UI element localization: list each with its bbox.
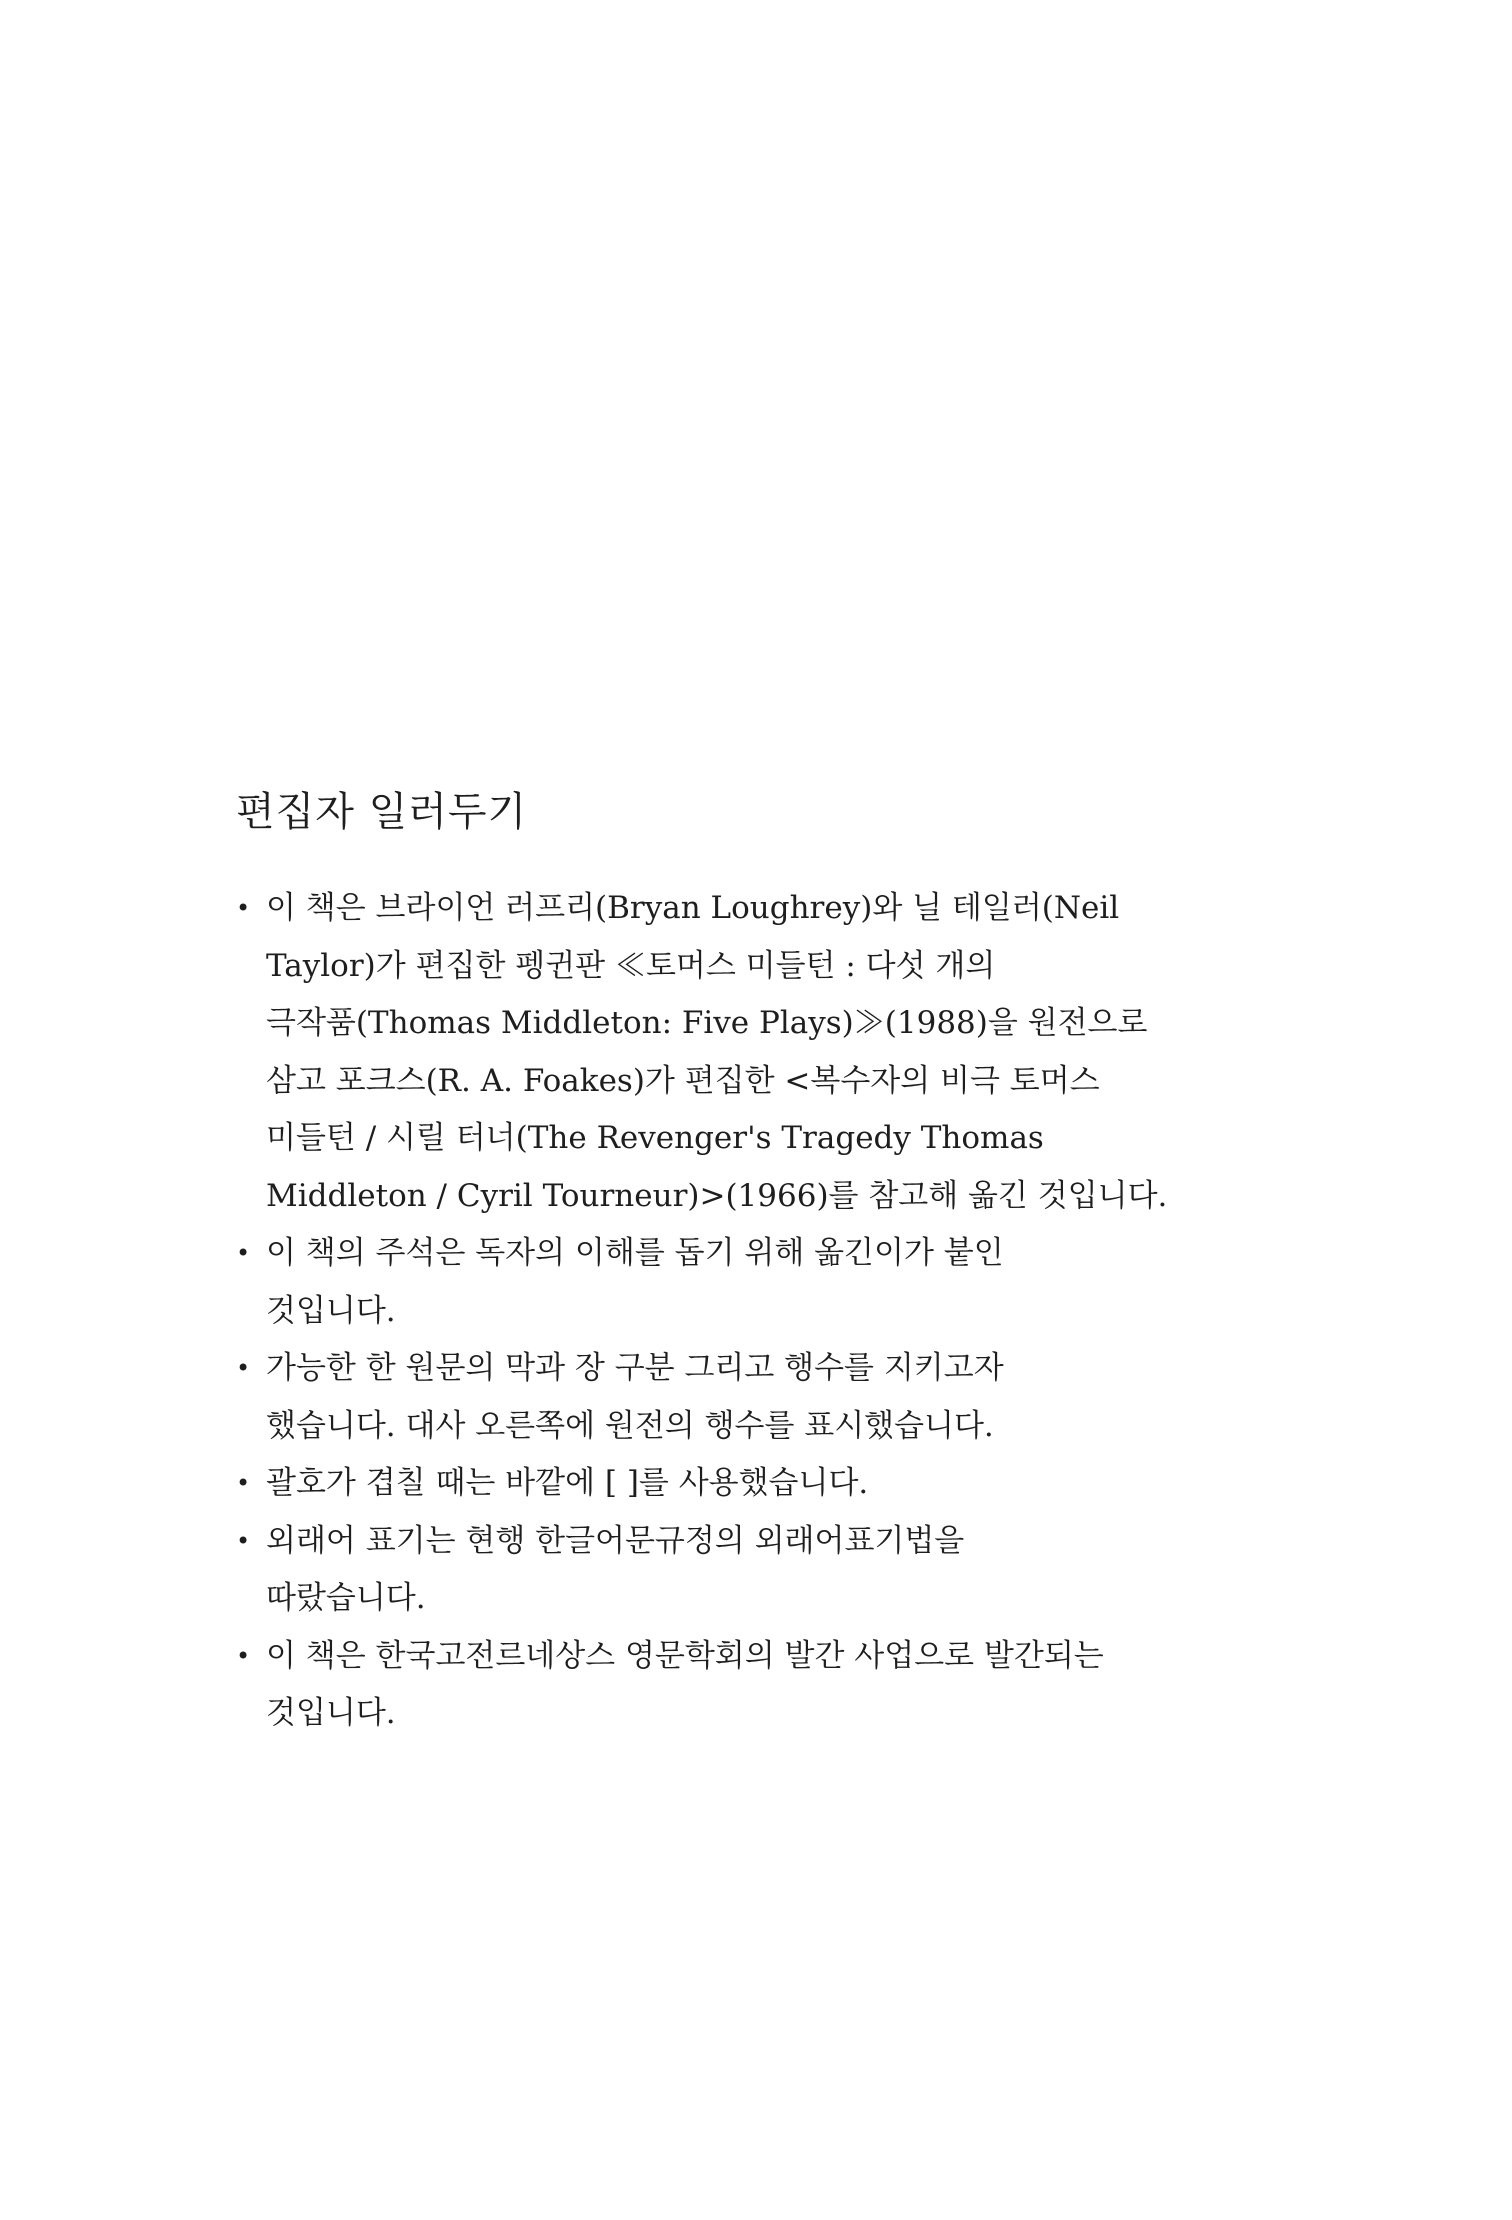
note-item (236, 1225, 1236, 1340)
note-line: 가능한 한 원문의 막과 장 구분 그리고 행수를 지키고자 (266, 1350, 1004, 1386)
notes-list (236, 880, 1236, 1743)
note-line: 것입니다. (266, 1292, 396, 1329)
note-line: 따랐습니다. (266, 1580, 426, 1616)
note-line: Taylor)가 편집한 펭귄판 ≪토머스 미들턴 : 다섯 개의 (266, 947, 996, 984)
bullet-icon: • (236, 894, 251, 922)
bullet-icon: • (236, 1641, 251, 1670)
note-line: 괄호가 겹칠 때는 바깥에 [ ]를 사용했습니다. (266, 1465, 869, 1501)
note-line: 미들턴 / 시릴 터너(The Revenger's Tragedy Thomas (266, 1120, 1044, 1156)
note-item (236, 880, 1236, 1225)
note-line: 이 책은 한국고전르네상스 영문학회의 발간 사업으로 발간되는 (266, 1637, 1104, 1674)
note-item (236, 1628, 1236, 1743)
bullet-icon: • (236, 1239, 251, 1267)
bullet-icon: • (236, 1526, 251, 1555)
note-line: 이 책의 주석은 독자의 이해를 돕기 위해 옮긴이가 붙인 (266, 1235, 1004, 1271)
bullet-icon: • (236, 1469, 251, 1497)
note-line: 외래어 표기는 현행 한글어문규정의 외래어표기법을 (266, 1522, 965, 1559)
note-line: Middleton / Cyril Tourneur)>(1966)를 참고해 옮긴 것입니다. (266, 1177, 1168, 1214)
note-line: 극작품(Thomas Middleton: Five Plays)≫(1988)을 원전으로 (266, 1005, 1148, 1041)
note-line: 했습니다. 대사 오른쪽에 원전의 행수를 표시했습니다. (266, 1407, 994, 1444)
note-item (236, 1340, 1236, 1455)
page-title: 편집자 일러두기 (236, 789, 528, 835)
note-item (236, 1455, 1236, 1513)
bullet-icon: • (236, 1354, 251, 1382)
note-item (236, 1513, 1236, 1628)
note-line: 이 책은 브라이언 러프리(Bryan Loughrey)와 닐 테일러(Neil (266, 890, 1120, 926)
note-line: 삼고 포크스(R. A. Foakes)가 편집한 <복수자의 비극 토머스 (266, 1062, 1100, 1099)
note-line: 것입니다. (266, 1695, 396, 1731)
